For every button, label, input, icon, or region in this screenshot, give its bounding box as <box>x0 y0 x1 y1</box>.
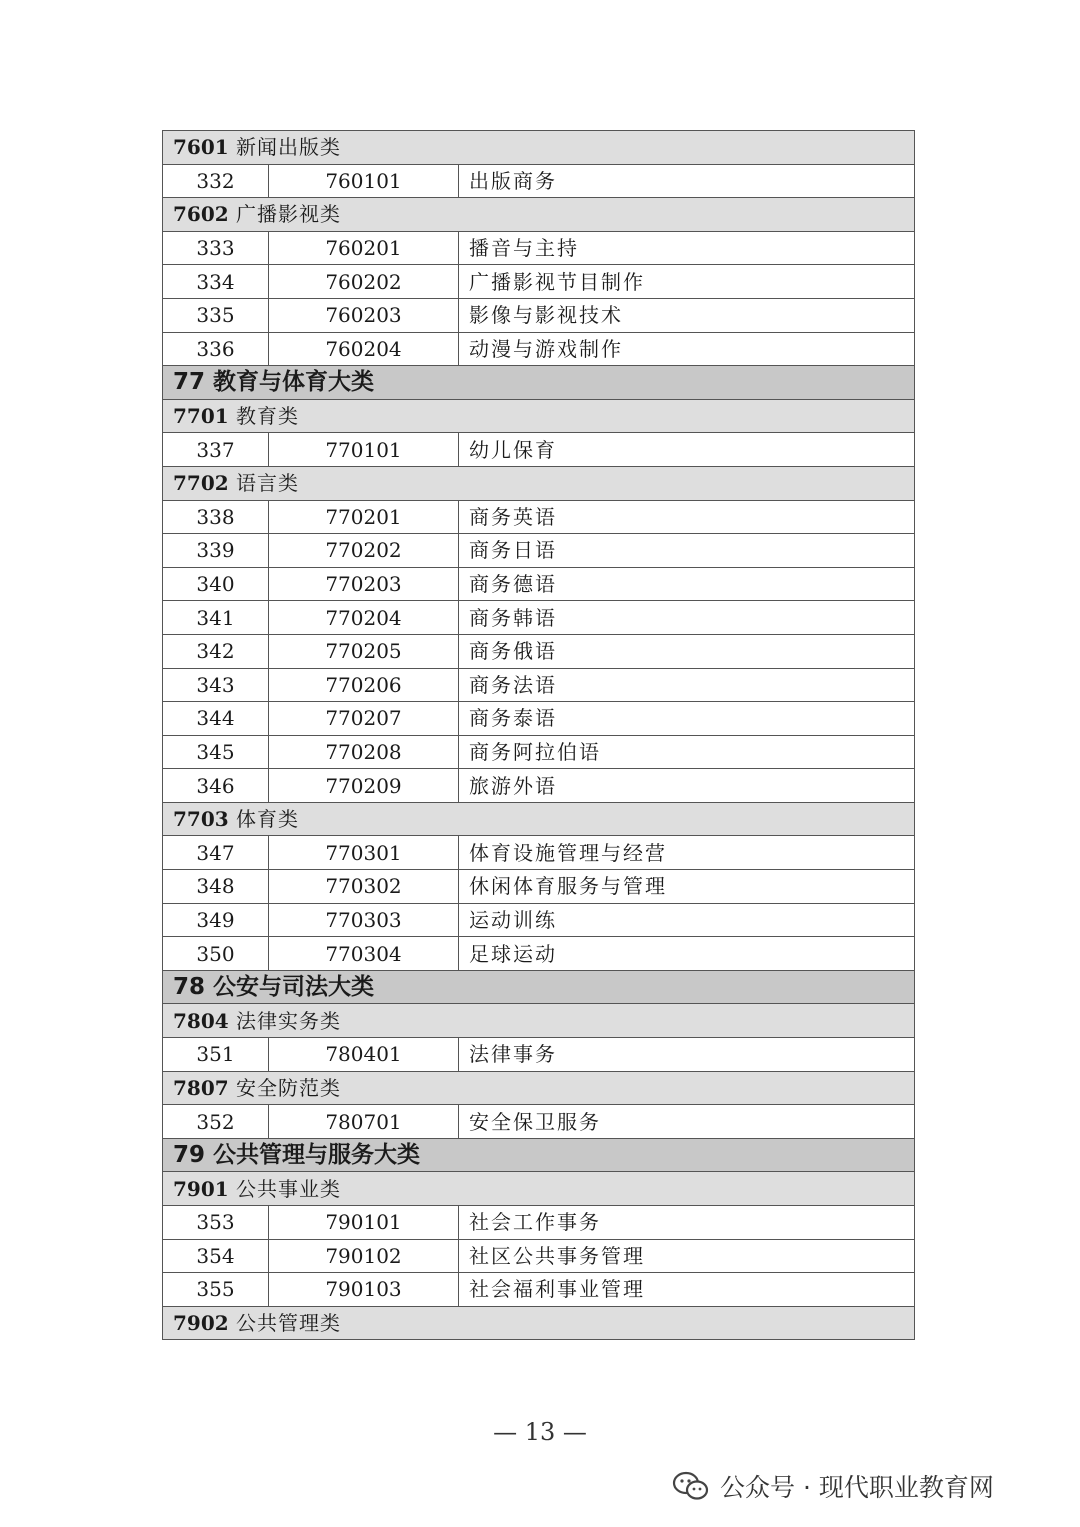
program-seq: 341 <box>163 601 269 635</box>
program-code: 770206 <box>269 668 459 702</box>
program-code: 770304 <box>269 937 459 971</box>
watermark-text: 公众号 · 现代职业教育网 <box>720 1473 994 1502</box>
program-seq: 342 <box>163 634 269 668</box>
category-cell <box>163 802 915 836</box>
program-seq: 355 <box>163 1273 269 1307</box>
table-row <box>163 937 915 971</box>
category-cell <box>163 466 915 500</box>
category-name: 安全防范类 <box>236 1075 342 1100</box>
category-cell <box>163 1172 915 1206</box>
major-category-title: 77 教育与体育大类 <box>163 366 915 400</box>
program-seq: 351 <box>163 1038 269 1072</box>
program-code: 790101 <box>269 1206 459 1240</box>
program-name: 运动训练 <box>459 903 915 937</box>
category-row <box>163 466 915 500</box>
program-name: 出版商务 <box>459 164 915 198</box>
major-category-title: 79 公共管理与服务大类 <box>163 1138 915 1172</box>
category-name: 新闻出版类 <box>236 135 342 160</box>
category-cell <box>163 1071 915 1105</box>
program-table-body <box>163 131 915 1340</box>
program-code: 790103 <box>269 1273 459 1307</box>
program-seq: 344 <box>163 702 269 736</box>
program-code: 760101 <box>269 164 459 198</box>
program-seq: 343 <box>163 668 269 702</box>
program-seq: 354 <box>163 1239 269 1273</box>
table-row <box>163 735 915 769</box>
program-name: 商务阿拉伯语 <box>459 735 915 769</box>
program-name: 社会福利事业管理 <box>459 1273 915 1307</box>
category-code: 7702 <box>173 471 229 496</box>
program-seq: 332 <box>163 164 269 198</box>
program-name: 足球运动 <box>459 937 915 971</box>
table-row <box>163 265 915 299</box>
major-category-row <box>163 366 915 400</box>
program-name: 播音与主持 <box>459 231 915 265</box>
program-seq: 338 <box>163 500 269 534</box>
program-name: 体育设施管理与经营 <box>459 836 915 870</box>
program-name: 影像与影视技术 <box>459 298 915 332</box>
program-code: 770203 <box>269 567 459 601</box>
program-code: 770204 <box>269 601 459 635</box>
major-category-title: 78 公安与司法大类 <box>163 970 915 1004</box>
category-row <box>163 198 915 232</box>
program-seq: 340 <box>163 567 269 601</box>
category-cell <box>163 131 915 165</box>
program-code: 770202 <box>269 534 459 568</box>
category-name: 语言类 <box>236 471 300 496</box>
table-row <box>163 634 915 668</box>
program-seq: 345 <box>163 735 269 769</box>
program-seq: 339 <box>163 534 269 568</box>
program-name: 旅游外语 <box>459 769 915 803</box>
table-row <box>163 500 915 534</box>
category-code: 7601 <box>173 135 229 160</box>
program-code: 770201 <box>269 500 459 534</box>
program-name: 休闲体育服务与管理 <box>459 870 915 904</box>
program-name: 幼儿保育 <box>459 433 915 467</box>
category-row <box>163 1004 915 1038</box>
program-code: 780401 <box>269 1038 459 1072</box>
program-code: 770101 <box>269 433 459 467</box>
table-row <box>163 870 915 904</box>
program-seq: 346 <box>163 769 269 803</box>
program-name: 商务德语 <box>459 567 915 601</box>
program-seq: 347 <box>163 836 269 870</box>
program-name: 商务日语 <box>459 534 915 568</box>
page-number: — 13 — <box>493 1418 587 1446</box>
program-seq: 349 <box>163 903 269 937</box>
program-seq: 333 <box>163 231 269 265</box>
table-row <box>163 1206 915 1240</box>
program-name: 动漫与游戏制作 <box>459 332 915 366</box>
category-row <box>163 802 915 836</box>
table-row <box>163 567 915 601</box>
program-name: 社区公共事务管理 <box>459 1239 915 1273</box>
program-code: 770301 <box>269 836 459 870</box>
category-code: 7701 <box>173 404 229 429</box>
table-row <box>163 433 915 467</box>
program-code: 770209 <box>269 769 459 803</box>
category-name: 法律实务类 <box>236 1008 342 1033</box>
program-name: 商务泰语 <box>459 702 915 736</box>
table-row <box>163 1105 915 1139</box>
table-row <box>163 1038 915 1072</box>
program-code: 770302 <box>269 870 459 904</box>
table-row <box>163 332 915 366</box>
table-row <box>163 231 915 265</box>
category-code: 7901 <box>173 1176 229 1201</box>
table-row <box>163 769 915 803</box>
category-cell <box>163 198 915 232</box>
table-row <box>163 1239 915 1273</box>
program-code: 760203 <box>269 298 459 332</box>
category-code: 7602 <box>173 202 229 227</box>
program-seq: 348 <box>163 870 269 904</box>
program-code: 760202 <box>269 265 459 299</box>
category-code: 7703 <box>173 807 229 832</box>
category-row <box>163 1071 915 1105</box>
program-seq: 334 <box>163 265 269 299</box>
category-name: 广播影视类 <box>236 202 342 227</box>
program-code: 760201 <box>269 231 459 265</box>
category-code: 7807 <box>173 1075 229 1100</box>
program-name: 广播影视节目制作 <box>459 265 915 299</box>
category-cell <box>163 399 915 433</box>
category-name: 公共管理类 <box>236 1311 342 1336</box>
watermark <box>672 1466 994 1506</box>
major-category-row <box>163 970 915 1004</box>
program-name: 商务韩语 <box>459 601 915 635</box>
table-row <box>163 836 915 870</box>
category-code: 7804 <box>173 1008 229 1033</box>
table-row <box>163 298 915 332</box>
category-code: 7902 <box>173 1311 229 1336</box>
program-code: 770303 <box>269 903 459 937</box>
program-name: 安全保卫服务 <box>459 1105 915 1139</box>
category-row <box>163 1306 915 1340</box>
program-code: 790102 <box>269 1239 459 1273</box>
table-row <box>163 1273 915 1307</box>
table-row <box>163 702 915 736</box>
major-category-row <box>163 1138 915 1172</box>
table-row <box>163 903 915 937</box>
program-code: 770207 <box>269 702 459 736</box>
table-row <box>163 601 915 635</box>
program-name: 商务英语 <box>459 500 915 534</box>
program-code: 770205 <box>269 634 459 668</box>
program-name: 法律事务 <box>459 1038 915 1072</box>
program-seq: 336 <box>163 332 269 366</box>
category-name: 体育类 <box>236 807 300 832</box>
program-name: 商务俄语 <box>459 634 915 668</box>
category-row <box>163 399 915 433</box>
category-row <box>163 1172 915 1206</box>
program-seq: 353 <box>163 1206 269 1240</box>
table-row <box>163 668 915 702</box>
program-seq: 335 <box>163 298 269 332</box>
table-row <box>163 534 915 568</box>
program-table <box>162 130 915 1340</box>
program-seq: 337 <box>163 433 269 467</box>
wechat-icon <box>672 1470 710 1502</box>
category-name: 教育类 <box>236 404 300 429</box>
program-name: 社会工作事务 <box>459 1206 915 1240</box>
table-row <box>163 164 915 198</box>
category-cell <box>163 1004 915 1038</box>
program-code: 780701 <box>269 1105 459 1139</box>
category-cell <box>163 1306 915 1340</box>
program-seq: 352 <box>163 1105 269 1139</box>
category-name: 公共事业类 <box>236 1176 342 1201</box>
program-seq: 350 <box>163 937 269 971</box>
category-row <box>163 131 915 165</box>
program-name: 商务法语 <box>459 668 915 702</box>
program-code: 770208 <box>269 735 459 769</box>
program-code: 760204 <box>269 332 459 366</box>
